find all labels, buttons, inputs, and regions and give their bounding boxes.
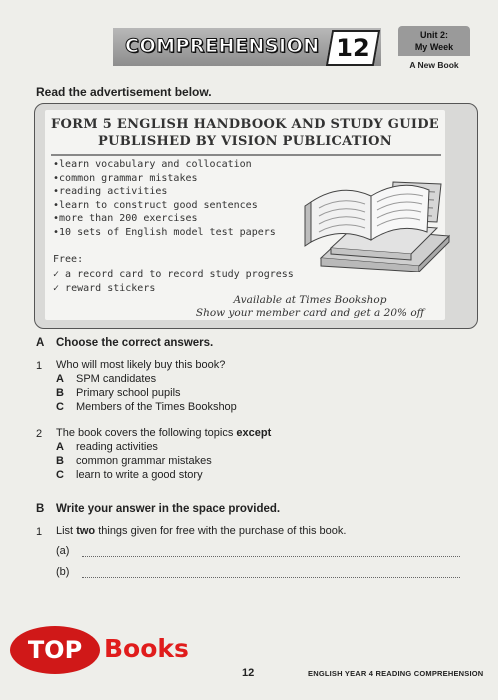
advertisement-panel [45, 110, 445, 320]
option-letter: B [56, 455, 64, 467]
question-a2-text-pre: The book covers the following topics [56, 427, 237, 439]
option-letter: C [56, 469, 64, 481]
ad-title-line-1: FORM 5 ENGLISH HANDBOOK AND STUDY GUIDE [50, 117, 440, 132]
option-letter: A [56, 373, 64, 385]
banner-number: 12 [336, 34, 370, 62]
section-b-letter: B [36, 503, 45, 515]
section-a-title: Choose the correct answers. [56, 337, 214, 349]
question-b1-text [56, 525, 346, 539]
option-text: reading activities [76, 441, 158, 453]
option-a1-b [56, 387, 181, 401]
list-item: ✓ reward stickers [53, 282, 294, 296]
option-a2-b [56, 455, 212, 469]
option-letter: B [56, 387, 64, 399]
availability-line-2: Show your member card and get a 20% off [195, 307, 425, 319]
option-a2-c [56, 469, 203, 483]
answer-line-a[interactable] [82, 555, 460, 557]
logo-badge [10, 626, 100, 674]
section-b-title: Write your answer in the space provided. [56, 503, 281, 515]
free-label: Free: [53, 254, 84, 265]
question-b1-text-bold: two [76, 525, 96, 537]
open-book-illustration [301, 162, 451, 272]
question-a2-text [56, 427, 271, 441]
question-b1-number: 1 [36, 526, 43, 538]
availability-line-1: Available at Times Bookshop [233, 294, 387, 306]
list-item: • learn vocabulary and collocation [53, 158, 276, 172]
availability-note [155, 294, 465, 320]
option-text: learn to write a good story [76, 469, 203, 481]
section-a-letter: A [36, 337, 45, 349]
page-number: 12 [242, 667, 255, 679]
logo-top-text: TOP [27, 636, 83, 664]
footer-book-title: ENGLISH YEAR 4 READING COMPREHENSION [308, 669, 484, 678]
list-item: ✓ a record card to record study progress [53, 268, 294, 282]
answer-line-b[interactable] [82, 576, 460, 578]
unit-line-2: My Week [414, 42, 454, 52]
option-a1-a [56, 373, 156, 387]
option-text: Members of the Times Bookshop [76, 401, 237, 413]
list-item: • reading activities [53, 185, 276, 199]
ad-divider [51, 154, 441, 156]
list-item: • more than 200 exercises [53, 212, 276, 226]
list-item: • 10 sets of English model test papers [53, 226, 276, 240]
option-text: common grammar mistakes [76, 455, 212, 467]
banner-title: COMPREHENSION [125, 35, 320, 57]
list-item: • learn to construct good sentences [53, 199, 276, 213]
ad-feature-list [53, 158, 276, 239]
comprehension-banner [113, 28, 381, 66]
option-a1-c [56, 401, 237, 415]
option-letter: C [56, 401, 64, 413]
question-b1-text-pre: List [56, 525, 77, 537]
topbooks-logo [8, 622, 188, 682]
option-text: Primary school pupils [76, 387, 181, 399]
question-a2-number: 2 [36, 428, 43, 440]
answer-label-b: (b) [56, 566, 70, 578]
logo-books-text: Books [104, 634, 189, 663]
question-a2-text-bold: except [236, 427, 272, 439]
question-a1-text: Who will most likely buy this book? [56, 359, 226, 371]
option-text: SPM candidates [76, 373, 157, 385]
ad-title [45, 116, 445, 150]
instruction: Read the advertisement below. [36, 85, 212, 99]
unit-subtitle: A New Book [409, 60, 459, 70]
unit-line-1: Unit 2: [420, 30, 448, 40]
ad-title-line-2: PUBLISHED BY VISION PUBLICATION [98, 134, 392, 149]
free-items-list [53, 268, 294, 296]
option-a2-a [56, 441, 158, 455]
question-a1-number: 1 [36, 360, 43, 372]
answer-label-a: (a) [56, 545, 70, 557]
question-b1-text-post: things given for free with the purchase of this book. [95, 525, 347, 537]
advertisement-box [34, 103, 478, 329]
banner-number-box [326, 30, 380, 66]
list-item: • common grammar mistakes [53, 172, 276, 186]
option-letter: A [56, 441, 64, 453]
unit-tab [398, 26, 470, 56]
